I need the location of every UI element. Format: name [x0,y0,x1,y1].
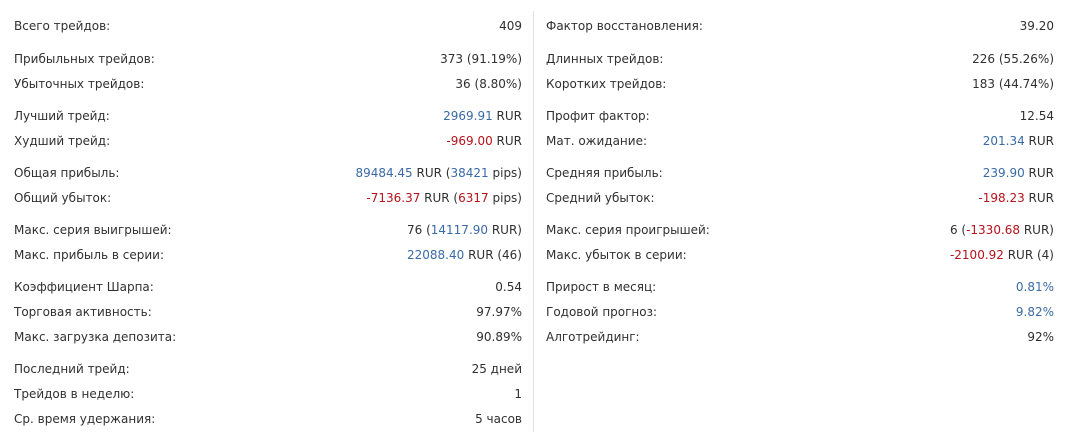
column-divider [533,11,534,432]
stat-label: Коэффициент Шарпа: [14,280,154,294]
stat-trading-activity [14,303,522,321]
stat-max-streak-profit [14,246,522,264]
stat-algo-trading [546,328,1054,346]
stat-avg-hold-time [14,410,522,428]
stat-value [446,132,522,150]
currency-unit: RUR ( [412,166,451,180]
stat-best-trade [14,107,522,125]
stat-value: 0.81% [1015,280,1054,294]
stat-value: 409 [499,19,522,33]
stat-max-deposit-load [14,328,522,346]
stat-label: Общая прибыль: [14,166,120,180]
stat-value: 39.20 [1019,19,1054,33]
stat-trades-per-week [14,385,522,403]
stat-label: Макс. загрузка депозита: [14,330,177,344]
stat-label: Профит фактор: [546,109,650,123]
stat-short-trades [546,75,1054,93]
stat-value: 0.54 [495,280,522,294]
stat-loss-trades [14,75,522,93]
amount-negative: -198.23 [978,191,1025,205]
stat-profit-factor [546,107,1054,125]
stat-label: Коротких трейдов: [546,77,667,91]
stat-value: 36 (8.80%) [455,77,522,91]
stat-label: Трейдов в неделю: [14,387,135,401]
stat-avg-profit [546,164,1054,182]
stat-last-trade [14,360,522,378]
currency-unit: RUR [492,109,522,123]
stat-gross-profit [14,164,522,182]
stat-label: Лучший трейд: [14,109,110,123]
stat-value [978,189,1054,207]
currency-unit: RUR [1024,134,1054,148]
stat-profit-trades [14,50,522,68]
stat-recovery-factor [546,17,1054,35]
stat-label: Алготрейдинг: [546,330,640,344]
stat-label: Прибыльных трейдов: [14,52,155,66]
paren-open: ( [957,223,967,237]
stat-label: Годовой прогноз: [546,305,658,319]
stat-label: Макс. серия выигрышей: [14,223,172,237]
stat-value: 12.54 [1019,109,1054,123]
stat-worst-trade [14,132,522,150]
stat-label: Средняя прибыль: [546,166,663,180]
stat-label: Средний убыток: [546,191,655,205]
stat-label: Макс. серия проигрышей: [546,223,710,237]
stat-value [366,189,522,207]
stat-value: 373 (91.19%) [440,52,522,66]
paren-open: ( [422,223,431,237]
currency-unit: RUR) [488,223,522,237]
stat-value [950,221,1054,239]
stat-label: Прирост в месяц: [546,280,657,294]
stat-label: Макс. убыток в серии: [546,248,687,262]
stat-value [983,164,1054,182]
stat-value: 183 (44.74%) [972,77,1054,91]
stat-label: Фактор восстановления: [546,19,703,33]
amount-negative: -7136.37 [366,191,421,205]
amount-positive: 14117.90 [430,223,489,237]
amount-positive: 201.34 [982,134,1025,148]
pips-unit: pips) [488,191,522,205]
stat-value: 25 дней [471,362,522,376]
pips-positive: 38421 [450,166,489,180]
stat-sharpe [14,278,522,296]
currency-unit: RUR) [1020,223,1054,237]
amount-negative: -1330.68 [966,223,1021,237]
stat-value [983,132,1054,150]
currency-unit: RUR [492,134,522,148]
stat-label: Худший трейд: [14,134,111,148]
stat-value: 97.97% [476,305,522,319]
stat-value: 92% [1027,330,1054,344]
stat-label: Мат. ожидание: [546,134,647,148]
currency-unit: RUR [1024,166,1054,180]
amount-positive: 22088.40 [407,248,465,262]
pips-unit: pips) [488,166,522,180]
stat-label: Последний трейд: [14,362,130,376]
amount-negative: -969.00 [446,134,493,148]
streak-count: 76 [406,223,423,237]
pips-negative: 6317 [458,191,489,205]
currency-unit: RUR ( [420,191,459,205]
stat-label: Длинных трейдов: [546,52,664,66]
stat-value [950,246,1054,264]
stat-label: Общий убыток: [14,191,112,205]
stat-value: 5 часов [475,412,522,426]
streak-count: 6 [949,223,958,237]
stat-expected-payoff [546,132,1054,150]
stat-value: 226 (55.26%) [972,52,1054,66]
stat-monthly-growth [546,278,1054,296]
stat-value [355,164,522,182]
currency-unit: RUR [1024,191,1054,205]
stat-max-win-streak [14,221,522,239]
stat-label: Макс. прибыль в серии: [14,248,164,262]
amount-positive: 89484.45 [355,166,413,180]
amount-positive: 239.90 [982,166,1025,180]
stat-value: 1 [514,387,522,401]
stat-label: Убыточных трейдов: [14,77,145,91]
amount-negative: -2100.92 [949,248,1004,262]
stat-annual-forecast [546,303,1054,321]
stat-label: Всего трейдов: [14,19,111,33]
stat-total-trades [14,17,522,35]
stat-value [407,221,522,239]
currency-unit: RUR (4) [1003,248,1054,262]
stat-avg-loss [546,189,1054,207]
stat-value [443,107,522,125]
stat-max-loss-streak [546,221,1054,239]
stat-value: 9.82% [1015,305,1054,319]
stat-max-streak-loss [546,246,1054,264]
stat-long-trades [546,50,1054,68]
stat-gross-loss [14,189,522,207]
stat-label: Торговая активность: [14,305,152,319]
amount-positive: 2969.91 [443,109,493,123]
stat-value: 90.89% [476,330,522,344]
stat-label: Ср. время удержания: [14,412,156,426]
stat-value [407,246,522,264]
currency-unit: RUR (46) [464,248,522,262]
